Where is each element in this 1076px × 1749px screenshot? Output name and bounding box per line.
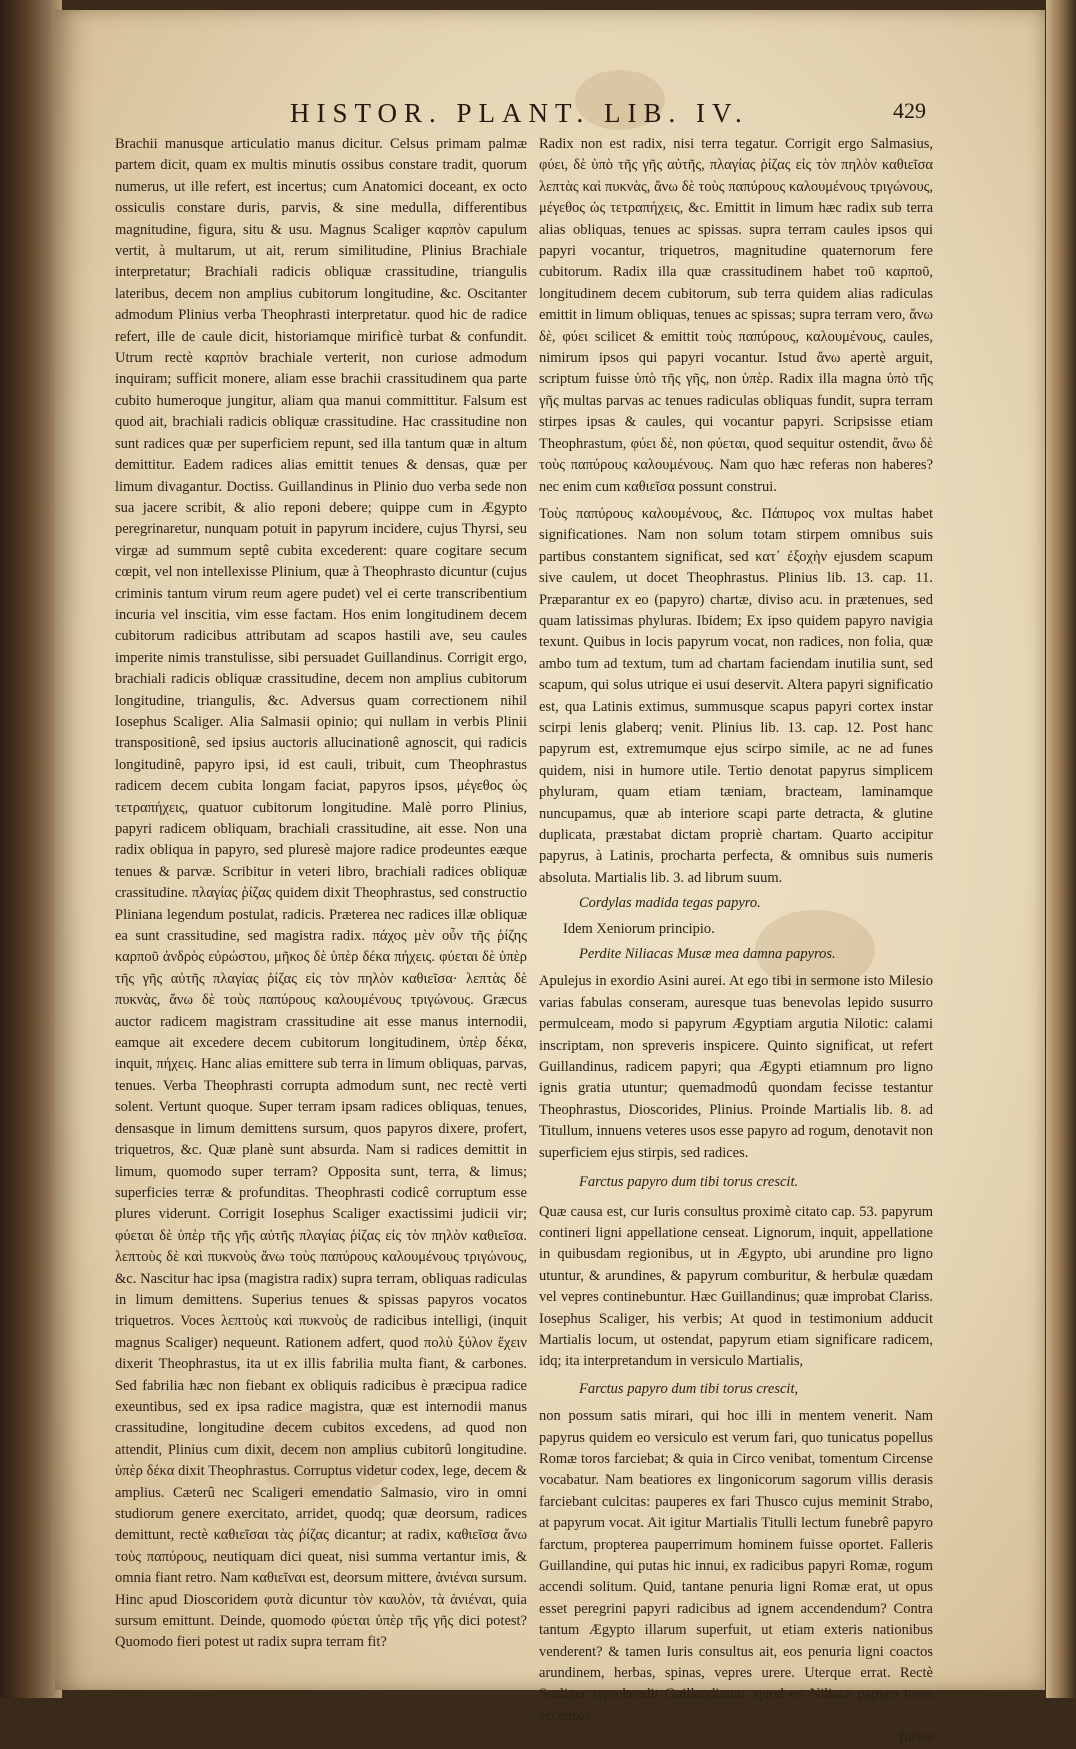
running-title: HISTOR. PLANT. LIB. IV.	[290, 98, 749, 128]
page-number: 429	[893, 98, 926, 123]
paragraph: Quæ causa est, cur Iuris consultus proximè citato cap. 53. papyrum contineri ligni appellatione censeat. Lignorum, inquit, appellatione in quibusdam regionibus, ut in Ægypto, ubi arundine pro ligno utuntur, & arundines, & papyrum comburitur, & herbulæ quædam vel vepres continebuntur. Hæc Guillandinus; quæ improbat Clariss. Iosephus Scaliger, his verbis; At quod in testimonium adducit Martialis locum, ut ostendat, papyrum etiam significare radicem, idq; ita interpretandum in versiculo Martialis,	[539, 1203, 933, 1370]
paragraph: non possum satis mirari, qui hoc illi in mentem venerit. Nam papyrus quidem eo versiculo est verum fari, quo tunicatus popellus Romæ toros farciebat; & quia in Circo venibat, tomentum Circense vocabatur. Nam beatiores ex lingonicorum sagorum villis derasis farciebant culcitas: pauperes ex fari Thusco cujus meminit Strabo, at papyrum vocat. Ait igitur Martialis Titulli lectum funebrê papyro farctum, propterea pauperrimum hominem fuisse oportet. Falleris Guillandine, qui putas hic innui, ex radicibus papyri Romæ, rogum accendi solitum. Quid, tantane penuria ligni Romæ erat, ut opus esset peregrini papyri radicibus ad ignem accendendum? Contra tantum Ægypto illarum superfuit, ut etiam exteris nationibus venderent? & tamen Iuris consultus ait, eos penuria ligni coactos arundinem, herbas, spinas, vepres urere. Uterque errat. Rectè Scaliger reprehendit Guillandinum, quod ex Niliaca papyro toros accensos	[539, 1408, 933, 1724]
verse-citation: Idem Xeniorum principio.	[563, 920, 715, 937]
verse-quotation: Perdite Niliacas Musæ mea damna papyros.	[579, 946, 836, 963]
right-text-column	[539, 134, 933, 1749]
paragraph: Radix non est radix, nisi terra tegatur. Corrigit ergo Salmasius, φύει, δὲ ὑπὸ τῆς γῆς αὐτῆς, πλαγίας ῥίζας εἰς τὸν πηλὸν καθιεῖσα λεπτὰς καὶ πυκνὰς, ἄνω δὲ τοὺς παπύρους καλουμένους τριγώνους, μέγεθος ὡς τετραπήχεις, &c. Emittit in limum hæc radix sub terra alias obliquas, tenues ac spissas. supra terram caules ipsos qui papyri vocantur, triquetros, magnitudine quaternorum fere cubitorum. Radix illa quæ crassitudinem habet τοῦ καρποῦ, longitudinem decem cubitorum, sub terra quidem alias radiculas emittit in limum obliquas, tenues ac spissas; supra terram vero, ἄνω δὲ, φύει scilicet & emittit τοὺς παπύρους, καλουμένους, caules, nimirum ipsos qui papyri vocantur. Istud ἄνω apertè arguit, scriptum fuisse ὑπὸ τῆς γῆς, non ὑπὲρ. Radix illa magna ὑπὸ τῆς γῆς multas parvas ac tenues radiculas obliquas fundit, supra terram stirpes ipsas & caules, qui vocantur papyri. Scripsisse etiam Theophrastum, φύει δὲ, non φύεται, quod sequitur ostendit, ἄνω δὲ τοὺς παπύρους καλουμένους. Nam quo hæc referas non haberes? nec enim cum καθιεῖσα possunt construi.	[539, 136, 933, 495]
book-fore-edge	[1046, 0, 1076, 1698]
book-spine-edge	[0, 0, 62, 1698]
left-text-column	[115, 134, 527, 1654]
verse-quotation: Farctus papyro dum tibi torus crescit,	[579, 1380, 799, 1397]
verse-quotation: Cordylas madida tegas papyro.	[579, 895, 761, 912]
paragraph: Brachii manusque articulatio manus dicitur. Celsus primam palmæ partem dicit, quam ex multis minutis ossibus constare tradit, quorum numerus, ut ille refert, est incertus; cum Anatomici doceant, ex octo ossiculis constare duris, parvis, & sine medulla, differentibus magnitudine, figura, situ & usu. Magnus Scaliger καρπὸν capulum vertit, à multarum, ut ait, rerum similitudine, Plinius Brachiale interpretatur; Brachiali radicis obliquæ crassitudine, triangulis lateribus, decem non amplius cubitorum longitudine, &c. Oscitanter admodum Plinius verba Theophrasti interpretatur. quod hic de radice refert, ille de caule dicit, historiamque mirificè turbat & confundit. Utrum rectè καρπὸν brachiale verterit, non curiose admodum inquiram; sufficit monere, aliam esse brachii crassitudinem qua parte cubito humeroque jungitur, aliam qua manui committitur. Falsum est quod ait, brachiali radicis obliquæ crassitudine. Hac crassitudine non sunt radices quæ per superficiem repunt, sed illa tantum quæ in altum demittitur. Eadem radices alias emittit tenues & densas, quæ per limum divagantur. Doctiss. Guillandinus in Plinio duo verba sede non sua jacere scribit, & alio reponi debere; quippe cum in Ægypto peregrinaretur, nunquam potuit in papyrum incidere, cujus Thyrsi, seu virgæ ad summum septê cubita excederent: quare cogitare secum cœpit, vel non intellexisse Plinium, quæ à Theophrasto dicuntur (cujus criminis tantum virum reum agere pudet) vel ei certe transcribentium incuria vel inscitia, vim esse factam. Hos enim longitudinem decem cubitorum radicibus attributam ad scapos hastili ave, seu caules imperite nimis transtulisse, sibi persuadet Guillandinus. Corrigit ergo, brachiali radicis obliquæ crassitudine, decem non amplius cubitorum longitudine, triangulis, &c. Adversus quam correctionem nihil Iosephus Scaliger. Alia Salmasii opinio; qui nullam in verbis Plinii transpositionê, sed ipsius auctoris allucinationê agnoscit, qui radicis longitudinê, papyro ipsi, id est cauli, tribuit, cum Theophrastus radicem decem cubita longam faciat, papyros ipsos, μέγεθος ὡς τετραπήχεις, quatuor cubitorum longitudine. Malè porro Plinius, papyri radicem obliquam, brachiali crassitudine, ait esse. Non una radix obliqua in papyro, sed pluresè majore radice prodeuntes eæque tenues & parvæ. Scribitur in veteri libro, brachiali radices obliquæ crassitudine. πλαγίας ῥίζας quidem dixit Theophrastus, sed constructio Pliniana legendum postulat, radicis. Præterea nec radices illæ obliquæ ea sunt crassitudine, sed magistra radix. πάχος μὲν οὖν τῆς ῥίζης καρποῦ ἀνδρὸς εὐρώστου, μῆκος δὲ ὑπὲρ δέκα πήχεις. φύεται δὲ ὑπὲρ τῆς γῆς αὐτῆς πλαγίας ῥίζας εἰς τὸν πηλὸν καθιεῖσα· λεπτὰς δὲ πυκνὰς, ἄνω δὲ τοὺς παπύρους καλουμένους τριγώνους. Græcus auctor radicem magistram crassitudine ait esse manus internodii, eamque ait excedere decem cubitorum longitudinem, ὑπὲρ δέκα, inquit, πήχεις. Hanc alias emittere sub terra in limum obliquas, parvas, tenues. Verba Theophrasti corrupta admodum sunt, nec rectè verti solent. Vertunt quoque. Super terram ipsam radices obliquas, tenues, densasque in limum demittens sursum, quos papyros dixere, profert, triquetros, &c. Quæ planè sunt absurda. Nam si radices demittit in limum, quomodo super terram? Opposita sunt, terra, & limus; superficies terræ & profunditas. Theophrasti codicê corruptum esse plures viderunt. Corrigit Iosephus Scaliger exactissimi judicii vir; φύεται δὲ ὑπὲρ τῆς γῆς αὐτῆς πλαγίας ῥίζας εἰς τὸν πηλὸν καθιεῖσα. λεπτοὺς δὲ καὶ πυκνοὺς ἄνω τοὺς παπύρους καλουμένους τριγώνους, &c. Nascitur hac ipsa (magistra radix) supra terram, obliquas radiculas in limum demittens. Superius tenues & spissas papyros vocatos triquetros. Voces λεπτοὺς καὶ πυκνοὺς de radicibus intelligi, (inquit magnus Scaliger) nequeunt. Rationem adfert, quod πολὺ ξύλον ἔχειν dixerit Theophrastus, ita ut ex illis fabrilia multa fiant, & carbones. Sed fabrilia hæc non fiebant ex obliquis radicibus è præcipua radice exeuntibus, sed ex ipsa radice magistra, quæ est internodii manus crassitudine, longitudine decem cubitos excedens, ad quod non attendit, Plinius cum dixit, decem non amplius cubitorû longitudine. ὑπὲρ δέκα dixit Theophrastus. Corruptus videtur codex, lege, decem & amplius. Cæterû nec Scaligeri emendatio Salmasio, viro in omni studiorum genere exercitato, arridet, quodq; quæ deorsum, radices demittunt, rectè καθιεῖσαι τὰς ῥίζας dicantur; at radix, καθιεῖσα ἄνω τοὺς παπύρους, neutiquam dici queat, nisi summa vertantur imis, & omnia fiant retro. Nam καθιεῖναι est, deorsum mittere, ἀνιέναι sursum. Hinc apud Dioscoridem φυτὰ dicuntur τὸν καυλὸν, τὰ ἀνιέναι, quia sursum emittunt. Deinde, quomodo φύεται ὑπὲρ τῆς γῆς dici potest? Quomodo fieri potest ut radix supra terram fit?	[115, 136, 527, 1651]
paragraph: Τοὺς παπύρους καλουμένους, &c. Πάπυρος vox multas habet significationes. Nam non solum totam stirpem omnibus suis partibus constantem significat, sed κατ᾽ ἐξοχὴν ejusdem scapum sive caulem, ut docet Theophrastus. Plinius lib. 13. cap. 11. Præparantur ex eo (papyro) chartæ, diviso acu. in prætenues, sed quam latissimas phyluras. Ibidem; Ex ipso quidem papyro navigia texunt. Quibus in locis papyrum vocat, non radices, non folia, quæ ambo tum ad textum, tum ad chartam faciendam inutilia sunt, sed scapum, qui solus utrique ei usui deservit. Altera papyri significatio est, qua Latinis extimus, summusque scapus papyri cortex instar scirpi lenis glaberq; venit. Plinius lib. 13. cap. 12. Post hanc papyrum est, extremumque ejus scirpo simile, ac ne ad funes quidem, nisi in humore utile. Tertio denotat papyrus simplicem phyluram, quam etiam tæniam, bracteam, laminamque nuncupamus, quæ ab interiore scapi parte detracta, & glutine duplicata, præstabat dictam propriè chartam. Quarto accipitur papyrus, à Latinis, procharta perfecta, & omnibus suis numeris absoluta. Martialis lib. 3. ad librum suum.	[539, 505, 933, 886]
verse-quotation: Farctus papyro dum tibi torus crescit.	[579, 1174, 799, 1191]
paragraph: Apulejus in exordio Asini aurei. At ego tibi in sermone isto Milesio varias fabulas conseram, auresque tuas benevolas lepido susurro permulceam, modo si papyrum Ægyptiam argutia Nilotic: calami inscriptam, non spreveris inspicere. Quinto significat, ut refert Guillandinus, radicem papyri; qua Ægypti etiamnum pro ligno ignis gratia utuntur; quemadmodû quondam fecisse testantur Theophrastus, Dioscorides, Plinius. Proinde Martialis lib. 8. ad Titullum, innuens veteres usos esse papyro ad rogum, denotavit non superficiem ejus stirpis, sed radices.	[539, 973, 933, 1161]
catchword: fuisse	[899, 1729, 933, 1746]
